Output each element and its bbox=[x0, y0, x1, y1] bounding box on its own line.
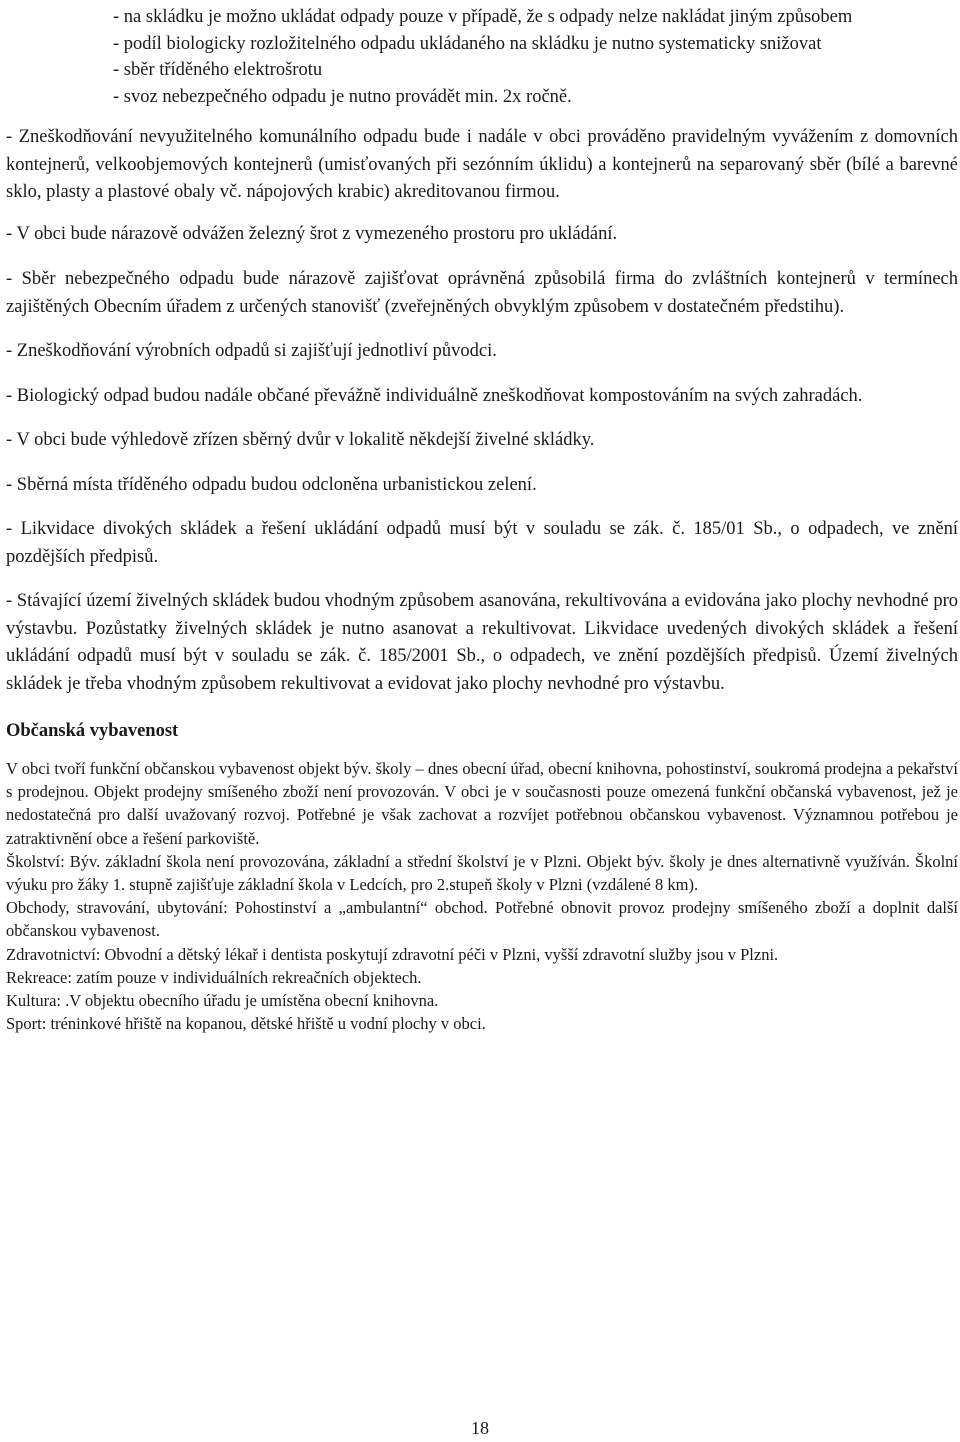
paragraph-municipal-waste: - Zneškodňování nevyužitelného komunálního odpadu bude i nadále v obci prováděno pravidelným vyvážením z domovních kontejnerů, velkoobjemových kontejnerů (umisťovaných při sezónním úklidu) a kontejnerů na separovaný sběr (bílé a barevné sklo, plasty a plastové obaly vč. nápojových krabic) akreditovanou firmou. bbox=[6, 127, 958, 202]
paragraph-education: Školství: Býv. základní škola není provozována, základní a střední školství je v Plzni. Objekt býv. školy je dnes alternativně využíván. Školní výuku pro žáky 1. stupně zajišťuje základní škola v Ledcích, pro 2.stupeň školy v Plzni (vzdálené 8 km). bbox=[6, 851, 958, 895]
paragraph-culture: Kultura: .V objektu obecního úřadu je umístěna obecní knihovna. bbox=[6, 991, 439, 1011]
paragraph-recreation: Rekreace: zatím pouze v individuálních rekreačních objektech. bbox=[6, 967, 422, 987]
paragraph-dump-remediation: - Stávající území živelných skládek budou vhodným způsobem asanována, rekultivována a evidována jako plochy nevhodné pro výstavbu. Pozůstatky živelných skládek je nutno asanovat a rekultivovat. Likvidace uvedených divokých skládek a řešení ukládání odpadů musí být v souladu se zák. č. 185/2001 Sb., o odpadech, ve znění pozdějších předpisů. Území živelných skládek je třeba vhodným způsobem rekultivovat a evidovat jako plochy nevhodné pro výstavbu. bbox=[6, 591, 958, 694]
paragraph-hazardous-waste: - Sběr nebezpečného odpadu bude nárazově zajišťovat oprávněná způsobilá firma do zvláštních kontejnerů v termínech zajištěných Obecním úřadem z určených stanovišť (zveřejněných obvyklým způsobem v dostatečném předstihu). bbox=[6, 269, 958, 317]
bullet-list bbox=[113, 4, 958, 110]
page-number: 18 bbox=[471, 1418, 489, 1438]
section-heading: Občanská vybavenost bbox=[6, 721, 179, 741]
paragraph-biological-waste: - Biologický odpad budou nadále občané převážně individuálně zneškodňovat kompostováním na svých zahradách. bbox=[6, 385, 863, 406]
paragraph-collection-points: - Sběrná místa tříděného odpadu budou odcloněna urbanistickou zelení. bbox=[6, 474, 537, 495]
paragraph-illegal-dumps: - Likvidace divokých skládek a řešení ukládání odpadů musí být v souladu se zák. č. 185/01 Sb., o odpadech, ve znění pozdějších předpisů. bbox=[6, 519, 958, 567]
paragraph-iron-scrap: - V obci bude nárazově odvážen železný šrot z vymezeného prostoru pro ukládání. bbox=[6, 223, 618, 244]
bullet-item-1: - na skládku je možno ukládat odpady pouze v případě, že s odpady nelze nakládat jiným způsobem bbox=[113, 7, 853, 27]
paragraph-healthcare: Zdravotnictví: Obvodní a dětský lékař i dentista poskytují zdravotní péči v Plzni, vyšší zdravotní služby jsou v Plzni. bbox=[6, 944, 779, 964]
paragraph-civic-amenities: V obci tvoří funkční občanskou vybavenost objekt býv. školy – dnes obecní úřad, obecní knihovna, pohostinství, soukromá prodejna a pekařství s prodejnou. Objekt prodejny smíšeného zboží není provozován. V obci je v současnosti pouze omezená funkční občanská vybavenost, jež je nedostatečná pro další uvažovaný rozvoj. Potřebné je však zachovat a rozvíjet potřebnou občanskou vybavenost. Významnou potřebou je zatraktivnění obce a řešení parkoviště. bbox=[6, 759, 958, 848]
paragraph-sport: Sport: tréninkové hřiště na kopanou, dětské hřiště u vodní plochy v obci. bbox=[6, 1014, 486, 1034]
bullet-item-4: - svoz nebezpečného odpadu je nutno provádět min. 2x ročně. bbox=[113, 86, 572, 107]
bullet-item-3: - sběr tříděného elektrošrotu bbox=[113, 60, 323, 80]
bullet-item-2: - podíl biologicky rozložitelného odpadu ukládaného na skládku je nutno systematicky snižovat bbox=[113, 33, 822, 54]
paragraph-industrial-waste: - Zneškodňování výrobních odpadů si zajišťují jednotliví původci. bbox=[6, 341, 497, 361]
paragraph-collection-yard: - V obci bude výhledově zřízen sběrný dvůr v lokalitě někdejší živelné skládky. bbox=[6, 430, 595, 450]
paragraph-shops: Obchody, stravování, ubytování: Pohostinství a „ambulantní“ obchod. Potřebné obnovit provoz prodejny smíšeného zboží a doplnit další občanskou vybavenost. bbox=[6, 898, 958, 941]
document-page bbox=[6, 4, 958, 1035]
